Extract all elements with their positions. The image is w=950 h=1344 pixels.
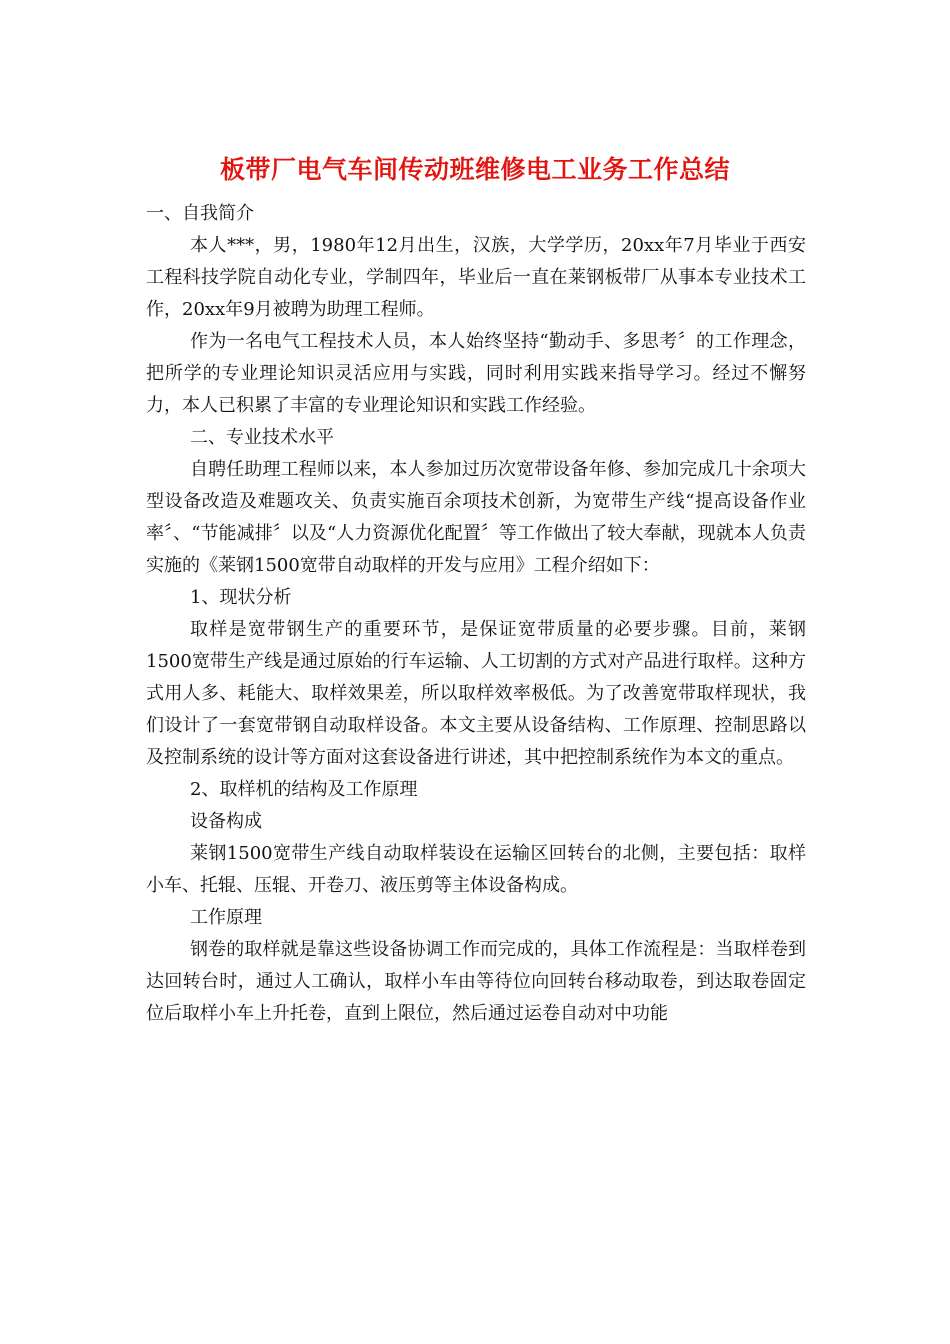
subheading-status: 1、现状分析 — [190, 587, 292, 608]
subheading-equipment: 设备构成 — [190, 811, 262, 832]
paragraph: 取样是宽带钢生产的重要环节，是保证宽带质量的必要步骤。目前，莱钢1500宽带生产线是通过原始的行车运输、人工切割的方式对产品进行取样。这种方式用人多、耗能大、取样效果差，所以取样效率极低。为了改善宽带取样现状，我们设计了一套宽带钢自动取样设备。本文主要从设备结构、工作原理、控制思路以及控制系统的设计等方面对这套设备进行讲述，其中把控制系统作为本文的重点。 — [146, 619, 806, 768]
paragraph: 钢卷的取样就是靠这些设备协调工作而完成的，具体工作流程是：当取样卷到达回转台时，通过人工确认，取样小车由等待位向回转台移动取卷，到达取卷固定位后取样小车上升托卷，直到上限位，然后通过运卷自动对中功能 — [146, 939, 806, 1024]
subheading-structure: 2、取样机的结构及工作原理 — [190, 779, 418, 800]
section-heading-skills: 二、专业技术水平 — [190, 427, 334, 448]
paragraph: 自聘任助理工程师以来，本人参加过历次宽带设备年修、参加完成几十余项大型设备改造及难题攻关、负责实施百余项技术创新，为宽带生产线“提高设备作业率〞、“节能减排〞以及“人力资源优化配置〞等工作做出了较大奉献，现就本人负责实施的《莱钢1500宽带自动取样的开发与应用》工程介绍如下： — [146, 459, 806, 576]
document-title: 板带厂电气车间传动班维修电工业务工作总结 — [219, 155, 730, 184]
paragraph: 莱钢1500宽带生产线自动取样装设在运输区回转台的北侧，主要包括：取样小车、托辊、压辊、开卷刀、液压剪等主体设备构成。 — [146, 843, 806, 896]
subheading-principle: 工作原理 — [190, 907, 262, 928]
document-body — [146, 198, 806, 1030]
paragraph: 本人***，男，1980年12月出生，汉族，大学学历，20xx年7月毕业于西安工程科技学院自动化专业，学制四年，毕业后一直在莱钢板带厂从事本专业技术工作，20xx年9月被聘为助理工程师。 — [146, 235, 806, 320]
paragraph: 作为一名电气工程技术人员，本人始终坚持“勤动手、多思考〞的工作理念，把所学的专业理论知识灵活应用与实践，同时利用实践来指导学习。经过不懈努力，本人已积累了丰富的专业理论知识和实践工作经验。 — [146, 331, 806, 416]
section-heading-intro: 一、自我简介 — [146, 203, 254, 224]
